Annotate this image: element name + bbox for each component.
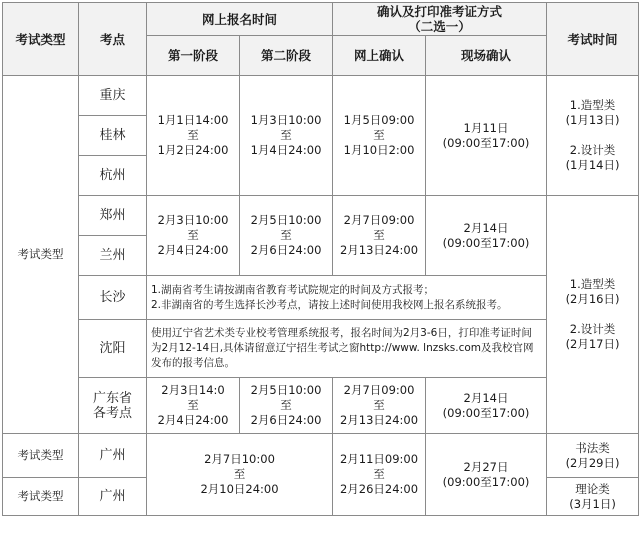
guangzhou-exam-time-1: 书法类 (2月29日)	[547, 434, 639, 478]
header-onsite-confirm: 现场确认	[426, 36, 547, 76]
header-online-confirm: 网上确认	[333, 36, 426, 76]
group2-phase1: 2月3日10:00 至 2月4日24:00	[147, 196, 240, 276]
header-exam-type: 考试类型	[3, 3, 79, 76]
guangdong-online-confirm: 2月7日09:00 至 2月13日24:00	[333, 378, 426, 434]
venue-hangzhou: 杭州	[79, 156, 147, 196]
group1-exam-time: 1.造型类 (1月13日) 2.设计类 (1月14日)	[547, 76, 639, 196]
guangdong-phase1: 2月3日14:0 至 2月4日24:00	[147, 378, 240, 434]
group1-online-confirm: 1月5日09:00 至 1月10日2:00	[333, 76, 426, 196]
exam-type-guangzhou-1: 考试类型	[3, 434, 79, 478]
group1-onsite-confirm: 1月11日 (09:00至17:00)	[426, 76, 547, 196]
venue-guangzhou-2: 广州	[79, 478, 147, 516]
header-confirm-print: 确认及打印准考证方式 （二选一）	[333, 3, 547, 36]
guangzhou-exam-time-2: 理论类 (3月1日)	[547, 478, 639, 516]
exam-schedule-table	[2, 2, 639, 516]
guangdong-onsite-confirm: 2月14日 (09:00至17:00)	[426, 378, 547, 434]
group2-online-confirm: 2月7日09:00 至 2月13日24:00	[333, 196, 426, 276]
venue-shenyang: 沈阳	[79, 320, 147, 378]
group2-exam-time: 1.造型类 (2月16日) 2.设计类 (2月17日)	[547, 196, 639, 434]
venue-zhengzhou: 郑州	[79, 196, 147, 236]
group1-phase1: 1月1日14:00 至 1月2日24:00	[147, 76, 240, 196]
exam-type-cell: 考试类型	[3, 76, 79, 434]
venue-chongqing: 重庆	[79, 76, 147, 116]
shenyang-note: 使用辽宁省艺术类专业校考管理系统报考，报名时间为2月3-6日，打印准考证时间为2月12-14日,具体请留意辽宁招生考试之窗http://www. lnzsks.com及我校官网发布的报考信息。	[147, 320, 547, 378]
group1-phase2: 1月3日10:00 至 1月4日24:00	[240, 76, 333, 196]
group2-onsite-confirm: 2月14日 (09:00至17:00)	[426, 196, 547, 276]
guangzhou-online-confirm: 2月11日09:00 至 2月26日24:00	[333, 434, 426, 516]
venue-changsha: 长沙	[79, 276, 147, 320]
header-venue: 考点	[79, 3, 147, 76]
group2-phase2: 2月5日10:00 至 2月6日24:00	[240, 196, 333, 276]
guangzhou-onsite-confirm: 2月27日 (09:00至17:00)	[426, 434, 547, 516]
header-phase1: 第一阶段	[147, 36, 240, 76]
guangdong-phase2: 2月5日10:00 至 2月6日24:00	[240, 378, 333, 434]
venue-guangzhou-1: 广州	[79, 434, 147, 478]
exam-type-guangzhou-2: 考试类型	[3, 478, 79, 516]
venue-lanzhou: 兰州	[79, 236, 147, 276]
header-online-registration: 网上报名时间	[147, 3, 333, 36]
venue-guangdong: 广东省 各考点	[79, 378, 147, 434]
changsha-note: 1.湖南省考生请按湖南省教育考试院规定的时间及方式报考； 2.非湖南省的考生选择长沙考点，请按上述时间使用我校网上报名系统报考。	[147, 276, 547, 320]
guangzhou-registration: 2月7日10:00 至 2月10日24:00	[147, 434, 333, 516]
header-exam-time: 考试时间	[547, 3, 639, 76]
header-phase2: 第二阶段	[240, 36, 333, 76]
venue-guilin: 桂林	[79, 116, 147, 156]
